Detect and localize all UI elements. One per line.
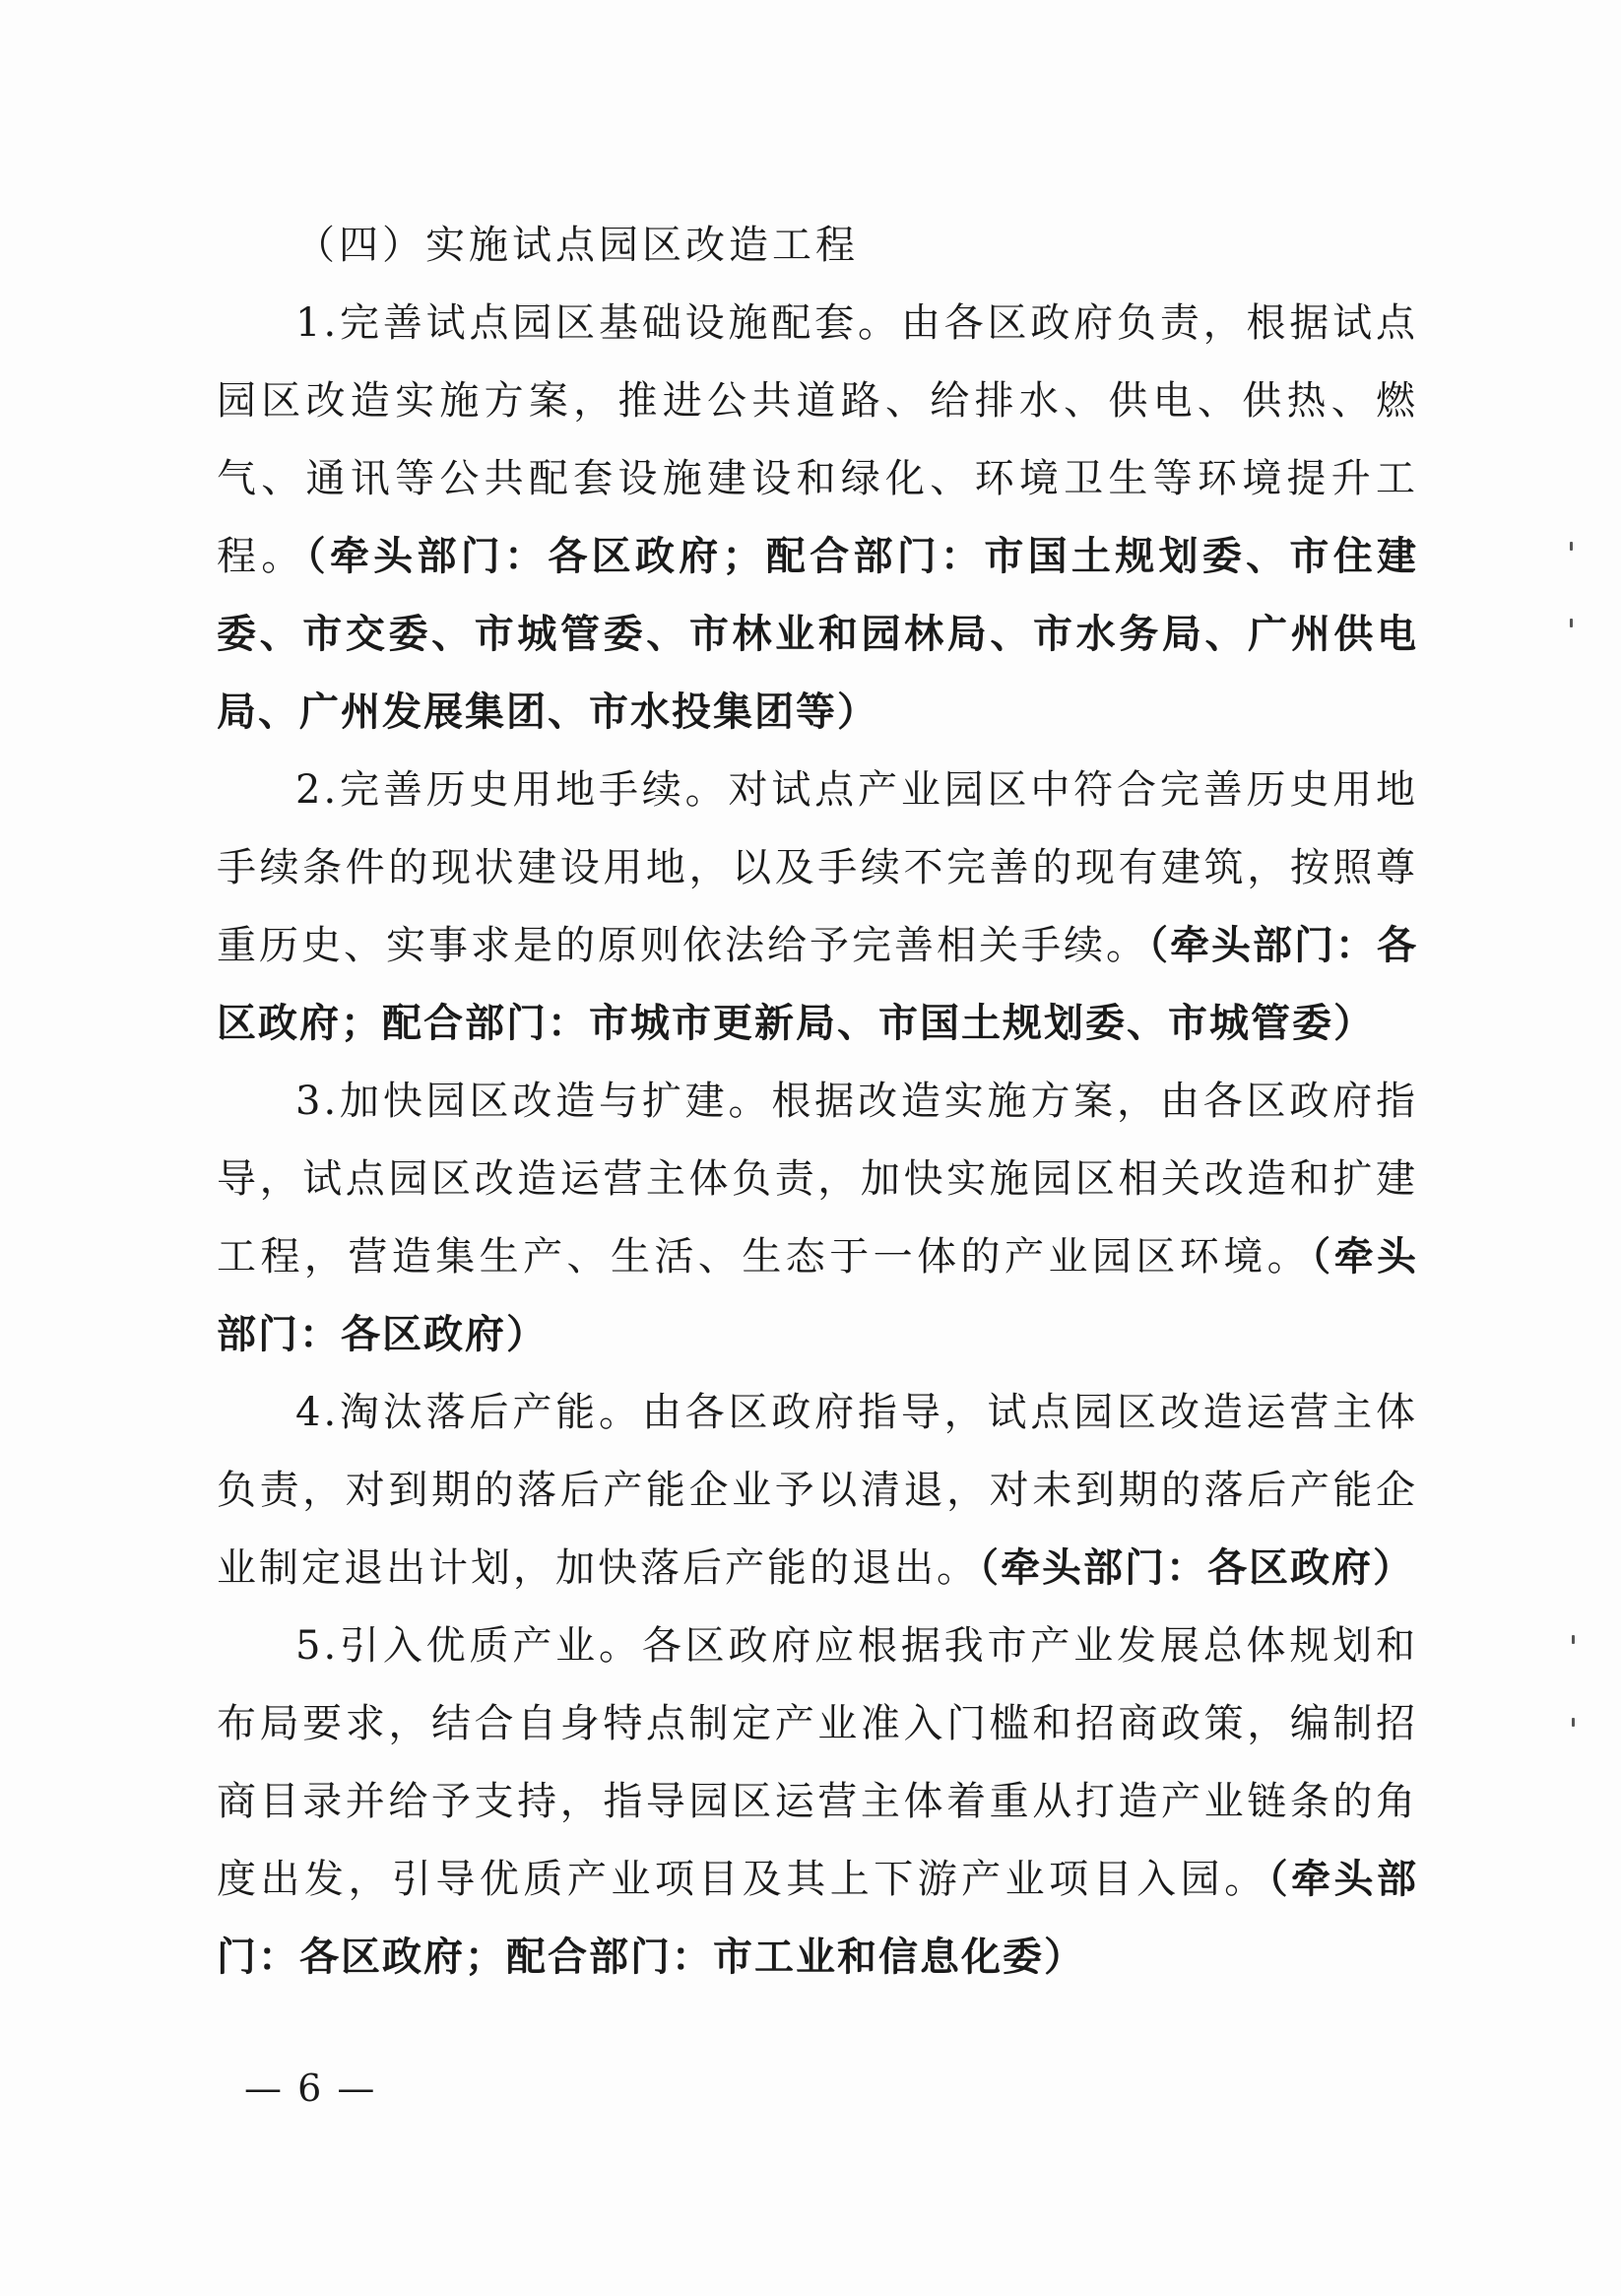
item-1-body: 1.完善试点园区基础设施配套。由各区政府负责，根据试点园区改造实施方案，推进公共道路、给排水、供电、供热、燃气、通讯等公共配套设施建设和绿化、环境卫生等环境提升工程。 (217, 300, 1418, 579)
scan-mark (1570, 542, 1573, 551)
item-3 (217, 1063, 1418, 1374)
item-2 (217, 752, 1418, 1063)
item-4 (217, 1374, 1418, 1607)
item-1-responsibility: （牵头部门：各区政府；配合部门：市国土规划委、市住建委、市交委、市城管委、市林业和园林局、市水务局、广州供电局、广州发展集团、市水投集团等） (217, 534, 1419, 735)
item-5 (217, 1607, 1418, 1997)
item-3-responsibility: （牵头部门：各区政府） (217, 1234, 1419, 1357)
item-5-body: 5.引入优质产业。各区政府应根据我市产业发展总体规划和布局要求，结合自身特点制定产业准入门槛和招商政策，编制招商目录并给予支持，指导园区运营主体着重从打造产业链条的角度出发，引导优质产业项目及其上下游产业项目入园。 (217, 1623, 1418, 1902)
section-heading: （四）实施试点园区改造工程 (295, 223, 859, 268)
item-4-body: 4.淘汰落后产能。由各区政府指导，试点园区改造运营主体负责，对到期的落后产能企业予以清退，对未到期的落后产能企业制定退出计划，加快落后产能的退出。 (217, 1390, 1418, 1591)
item-3-body: 3.加快园区改造与扩建。根据改造实施方案，由各区政府指导，试点园区改造运营主体负责，加快实施园区相关改造和扩建工程，营造集生产、生活、生态于一体的产业园区环境。 (217, 1079, 1418, 1279)
scan-mark (1572, 1718, 1575, 1727)
page-number: — 6 — (244, 2066, 377, 2110)
scan-mark (1570, 619, 1573, 627)
item-2-responsibility: （牵头部门：各区政府；配合部门：市城市更新局、市国土规划委、市城管委） (217, 923, 1418, 1046)
item-4-responsibility: （牵头部门：各区政府） (979, 1545, 1414, 1591)
item-5-responsibility: （牵头部门：各区政府；配合部门：市工业和信息化委） (217, 1857, 1419, 1980)
document-body (217, 207, 1418, 1997)
scan-mark (1572, 1635, 1575, 1644)
item-2-body: 2.完善历史用地手续。对试点产业园区中符合完善历史用地手续条件的现状建设用地，以及手续不完善的现有建筑，按照尊重历史、实事求是的原则依法给予完善相关手续。 (217, 767, 1418, 968)
item-1 (217, 285, 1418, 752)
